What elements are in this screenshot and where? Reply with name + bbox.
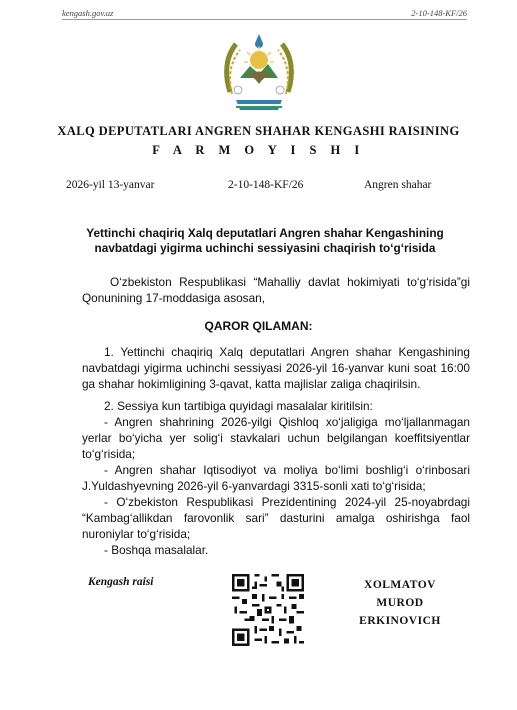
state-emblem-icon bbox=[222, 32, 296, 116]
signatory-title: Kengash raisi bbox=[88, 576, 154, 588]
signatory-name bbox=[340, 576, 460, 630]
subject-line-2: navbatdagi yigirma uchinchi sessiyasini chaqirish to‘g‘risida bbox=[94, 241, 436, 255]
organization-title: XALQ DEPUTATLARI ANGREN SHAHAR KENGASHI RAISINING bbox=[57, 124, 460, 138]
preamble: O‘zbekiston Respublikasi “Mahalliy davlat hokimiyati to‘g‘risida”gi Qonunining 17-moddasiga asosan, bbox=[82, 275, 470, 305]
signatory-first-name: MUROD bbox=[376, 597, 424, 609]
subject-line-1: Yettinchi chaqiriq Xalq deputatlari Angren shahar Kengashining bbox=[86, 226, 444, 240]
header-site: kengash.gov.uz bbox=[62, 8, 114, 18]
item-2-intro: 2. Sessiya kun tartibiga quyidagi masalalar kiritilsin: bbox=[104, 399, 373, 413]
item-1: 1. Yettinchi chaqiriq Xalq deputatlari Angren shahar Kengashining navbatdagi yigirma uchinchi sessiyasi 2026-yil 16-yanvar kuni soat 16:00 ga shahar hokimligining 3-qavat, katta majlislar zaliga chaqirilsin. bbox=[82, 345, 470, 391]
header-doc-code: 2-10-148-KF/26 bbox=[411, 8, 467, 18]
document-date: 2026-yil 13-yanvar bbox=[66, 179, 155, 191]
signatory-patronymic: ERKINOVICH bbox=[359, 615, 441, 627]
agenda-item-2: - Angren shahar Iqtisodiyot va moliya bo‘limi boshlig‘i o‘rinbosari J.Yuldashyevning 2026-yil 6-yanvardagi 3315-sonli xati to‘g‘risida; bbox=[82, 463, 470, 493]
agenda-item-4: - Boshqa masalalar. bbox=[104, 543, 209, 557]
agenda-item-1: - Angren shahrining 2026-yilgi Qishloq xo‘jaligiga mo‘ljallanmagan yerlar bo‘yicha yer solig‘i stavkalari uchun belgilangan koeffitsiyentlar to‘g‘risida; bbox=[82, 415, 470, 461]
qr-code-icon[interactable] bbox=[232, 574, 304, 646]
document-type: F A R M O Y I S H I bbox=[152, 143, 365, 157]
document-place: Angren shahar bbox=[364, 179, 432, 191]
document-number: 2-10-148-KF/26 bbox=[228, 179, 304, 191]
signatory-surname: XOLMATOV bbox=[364, 579, 436, 591]
agenda-item-3: - O‘zbekiston Respublikasi Prezidentining 2024-yil 25-noyabrdagi “Kambag‘allikdan farovonlik sari” dasturini amalga oshirishga faol nuroniylar to‘g‘risida; bbox=[82, 495, 470, 541]
document-subject bbox=[70, 226, 460, 256]
decision-heading: QAROR QILAMAN: bbox=[204, 319, 313, 333]
header-divider bbox=[62, 19, 467, 20]
